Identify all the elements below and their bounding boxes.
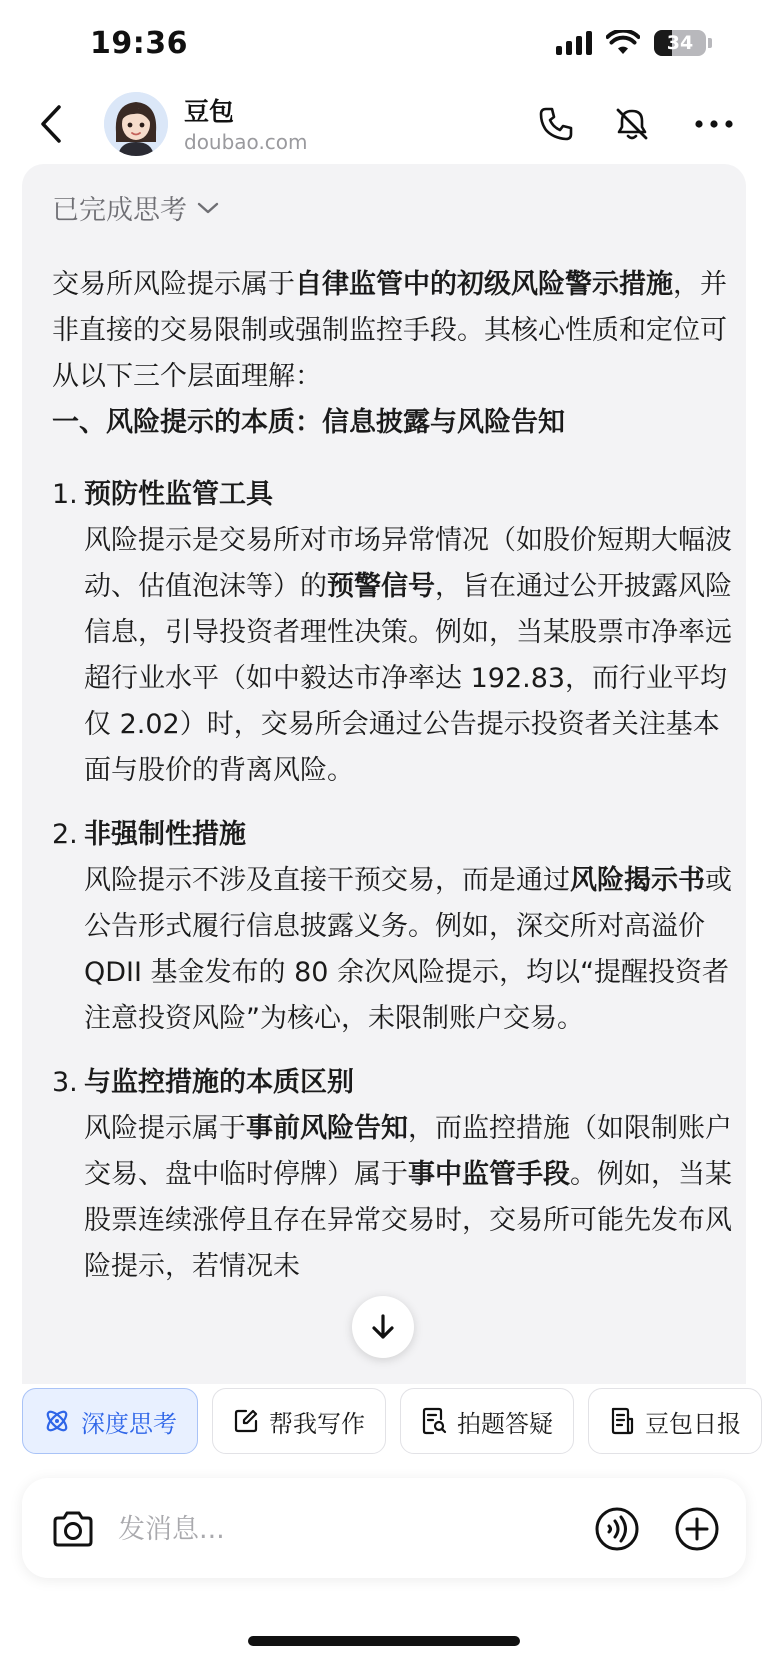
chip-deep-think[interactable] <box>22 1388 198 1454</box>
body-text: 或公告形式履行信息披露义务。例如，深交所对高溢价 QDII 基金发布的 80 余次风险提示，均以“提醒投资者注意投资风险”为核心，未限制账户交易。 <box>84 865 732 1034</box>
home-indicator <box>248 1636 520 1646</box>
camera-button[interactable] <box>46 1502 100 1556</box>
quick-action-chips <box>22 1388 768 1456</box>
atom-icon <box>43 1407 71 1435</box>
list-item-body <box>84 858 732 1042</box>
avatar-image <box>104 92 168 156</box>
list-item <box>52 1060 732 1290</box>
body-text: 。例如，当某股票连续涨停且存在异常交易时，交易所可能先发布风险提示，若情况未 <box>84 1159 732 1282</box>
back-button[interactable] <box>26 96 76 152</box>
scroll-to-bottom-button[interactable] <box>352 1296 414 1358</box>
body-text: ，而监控措施（如限制账户交易、盘中临时停牌）属于 <box>84 1113 732 1190</box>
chat-header <box>0 90 768 162</box>
chip-label: 深度思考 <box>81 1409 177 1438</box>
battery-cap <box>708 38 712 48</box>
point-list <box>52 472 732 1290</box>
phone-icon <box>537 105 575 143</box>
wifi-icon <box>606 30 640 56</box>
status-bar <box>0 0 768 90</box>
thinking-toggle[interactable] <box>52 188 219 227</box>
plus-circle-icon <box>674 1506 720 1552</box>
section-title: 一、风险提示的本质：信息披露与风险告知 <box>52 407 565 438</box>
status-time: 19:36 <box>90 26 188 61</box>
list-item-title: 预防性监管工具 <box>84 479 273 510</box>
body-bold: 事前风险告知 <box>246 1113 408 1144</box>
mute-button[interactable] <box>606 98 658 150</box>
list-item <box>52 812 732 1042</box>
list-number: 3. <box>52 1067 78 1098</box>
list-item-body <box>84 518 732 794</box>
more-button[interactable] <box>688 98 740 150</box>
edit-icon <box>233 1408 259 1434</box>
list-number: 2. <box>52 819 78 850</box>
chip-label: 帮我写作 <box>269 1409 365 1438</box>
body-text: ，旨在通过公开披露风险信息，引导投资者理性决策。例如，当某股票市净率远超行业水平（如中毅达市净率达 192.83，而行业平均仅 2.02）时，交易所会通过公告提示投资者关注基本面与股价的背离风险。 <box>84 571 732 786</box>
chip-writing[interactable] <box>212 1388 386 1454</box>
message-content <box>52 262 732 1308</box>
body-bold: 风险揭示书 <box>570 865 705 896</box>
body-text: 风险提示不涉及直接干预交易，而是通过 <box>84 865 570 896</box>
avatar[interactable] <box>104 92 168 156</box>
list-item-title: 与监控措施的本质区别 <box>84 1067 354 1098</box>
message-input[interactable] <box>118 1504 498 1554</box>
body-bold: 预警信号 <box>327 571 435 602</box>
intro-text-bold: 自律监管中的初级风险警示措施 <box>295 269 673 300</box>
chip-label: 豆包日报 <box>645 1409 741 1438</box>
body-text: 风险提示属于 <box>84 1113 246 1144</box>
battery-percent: 34 <box>666 32 694 54</box>
scan-doc-icon <box>421 1407 447 1435</box>
more-icon <box>694 118 734 130</box>
voice-wave-icon <box>594 1506 640 1552</box>
bot-message-card <box>22 164 746 1384</box>
arrow-down-icon <box>371 1313 395 1341</box>
cellular-signal-icon <box>556 31 592 55</box>
thinking-label: 已完成思考 <box>52 195 187 226</box>
list-item-body <box>84 1106 732 1290</box>
call-button[interactable] <box>530 98 582 150</box>
bot-domain: doubao.com <box>184 130 308 154</box>
newspaper-icon <box>609 1407 635 1435</box>
chip-photo-question[interactable] <box>400 1388 574 1454</box>
voice-call-button[interactable] <box>590 1502 644 1556</box>
body-text: 风险提示是交易所对市场异常情况（如股价短期大幅波动、估值泡沫等）的 <box>84 525 732 602</box>
camera-icon <box>51 1510 95 1548</box>
intro-paragraph <box>52 262 732 400</box>
back-icon <box>39 104 63 144</box>
message-input-bar <box>22 1478 746 1578</box>
list-item <box>52 472 732 794</box>
body-bold: 事中监管手段 <box>408 1159 570 1190</box>
battery-icon <box>654 30 706 56</box>
intro-text-pre: 交易所风险提示属于 <box>52 269 295 300</box>
bot-name: 豆包 <box>184 97 235 126</box>
intro-text-post: ，并非直接的交易限制或强制监控手段。其核心性质和定位可从以下三个层面理解： <box>52 269 727 392</box>
chip-daily-news[interactable] <box>588 1388 762 1454</box>
chip-label: 拍题答疑 <box>457 1409 553 1438</box>
list-item-title: 非强制性措施 <box>84 819 246 850</box>
add-attachment-button[interactable] <box>670 1502 724 1556</box>
chevron-down-icon <box>197 201 219 215</box>
list-number: 1. <box>52 479 78 510</box>
mute-icon <box>613 105 651 143</box>
status-icons <box>556 30 712 56</box>
